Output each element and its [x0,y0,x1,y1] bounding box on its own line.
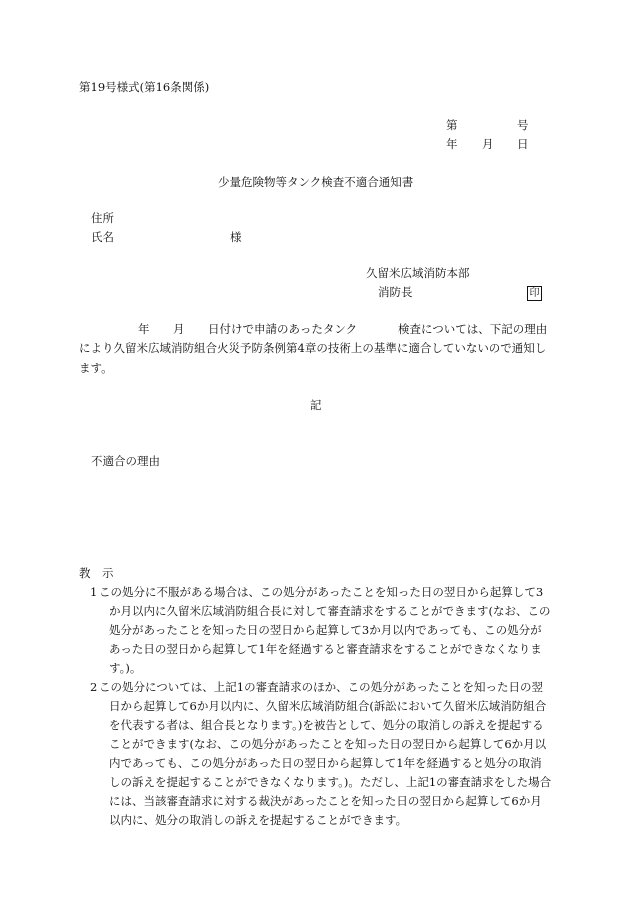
date-day: 日 [517,137,529,151]
notice-item-2 [79,678,553,830]
ki-mark: 記 [310,398,322,412]
issuer-title: 消防長 [378,285,413,299]
notice-item-number: 2 [90,680,98,694]
notice-item-text: この処分に不服がある場合は、この処分があったことを知った日の翌日から起算して3か月以内に久留米広域消防組合長に対して審査請求をすることができます(なお、この処分があったことを知った日の翌日から起算して3か月以内であっても、この処分があった日の翌日から起算して1年を経過すると審査請求をすることができなくなります。)。 [99,585,551,675]
name-label: 氏名 [91,230,114,244]
body-year: 年 [138,322,150,336]
body-text-b: 検査については、下記の理由 [398,322,548,336]
notice-item-number: 1 [90,585,98,599]
document-title: 少量危険物等タンク検査不適合通知書 [218,175,414,189]
date-year: 年 [446,137,458,151]
form-label: 第19号様式(第16条関係) [79,80,210,94]
notice-heading: 教 示 [79,566,114,580]
body-month: 月 [173,322,185,336]
notice-item-text: この処分については、上記1の審査請求のほか、この処分があったことを知った日の翌日から起算して6か月以内に、久留米広域消防組合(訴訟において久留米広域消防組合を代表する者は、組合長となります。)を被告として、処分の取消しの訴えを提起することができます(なお、この処分があったことを知った日の翌日から起算して6か月以内であっても、この処分があった日の翌日から起算して1年を経過すると処分の取消しの訴えを提起することができなくなります。)。ただし、上記1の審査請求をした場合には、当該審査請求に対する裁決があったことを知った日の翌日から起算して6か月以内に、処分の取消しの訴えを提起することができます。 [99,680,552,827]
issuer-organization: 久留米広域消防本部 [366,266,470,280]
body-text-a: 日付けで申請のあったタンク [208,322,358,336]
number-suffix: 号 [517,118,529,132]
honorific: 様 [230,230,242,244]
date-month: 月 [482,137,494,151]
notice-item-1 [79,583,553,678]
reason-label: 不適合の理由 [91,454,160,468]
body-continuation: により久留米広域消防組合火災予防条例第4章の技術上の基準に適合していないので通知します。 [79,341,547,375]
seal-mark: 印 [527,286,542,301]
address-label: 住所 [91,211,114,225]
number-prefix: 第 [446,118,458,132]
